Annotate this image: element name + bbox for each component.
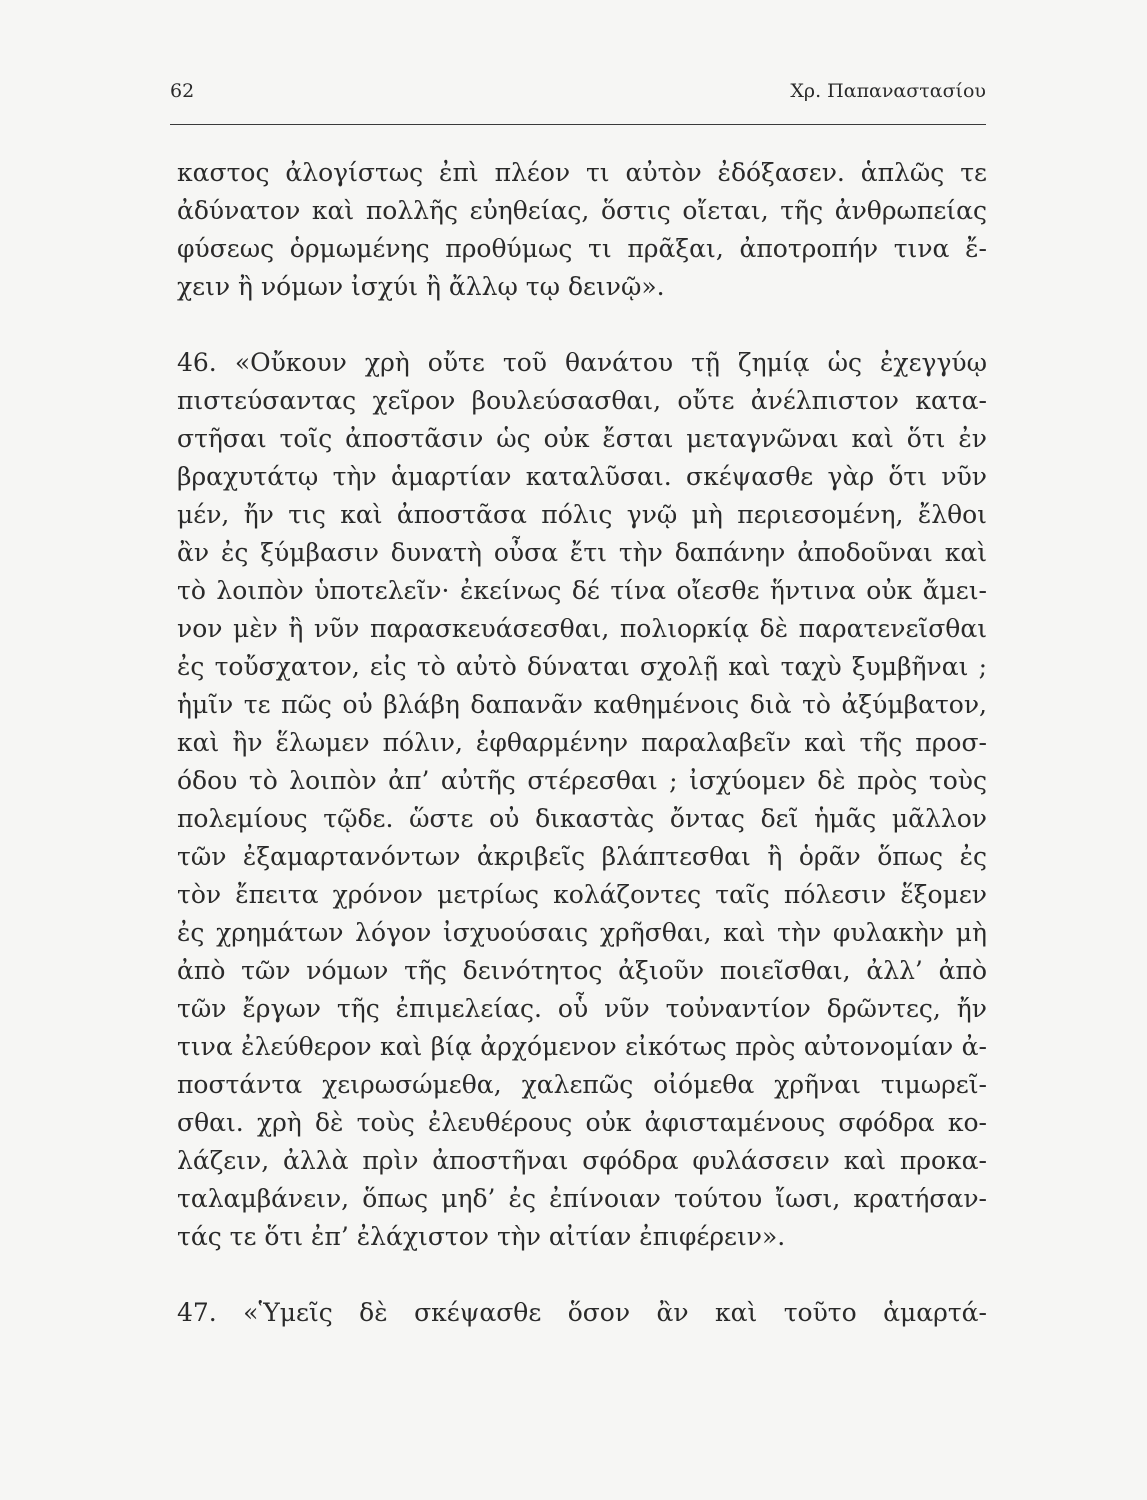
text-line: πολεμίους τῷδε. ὥστε οὐ δικαστὰς ὄντας δεῖ ἡμᾶς μᾶλλον: [177, 804, 987, 833]
text-line: ἐς χρημάτων λόγον ἰσχυούσαις χρῆσθαι, καὶ τὴν φυλακὴν μὴ: [177, 918, 987, 947]
page-number: 62: [170, 80, 195, 102]
text-line: λάζειν, ἀλλὰ πρὶν ἀποστῆναι σφόδρα φυλάσσειν καὶ προκα-: [177, 1146, 987, 1175]
paragraph-2: [177, 344, 987, 1256]
text-line: ἀδύνατον καὶ πολλῆς εὐηθείας, ὅστις οἴεται, τῆς ἀνθρωπείας: [177, 196, 987, 225]
paragraph-gap: [177, 306, 987, 344]
text-line: ποστάντα χειρωσώμεθα, χαλεπῶς οἰόμεθα χρῆναι τιμωρεῖ-: [177, 1070, 987, 1099]
paragraph-gap: [177, 1256, 987, 1294]
text-line: μέν, ἤν τις καὶ ἀποστᾶσα πόλις γνῷ μὴ περιεσομένη, ἔλθοι: [177, 500, 987, 529]
running-head: Χρ. Παπαναστασίου: [790, 80, 986, 102]
text-line: φύσεως ὁρμωμένης προθύμως τι πρᾶξαι, ἀποτροπήν τινα ἔ-: [177, 234, 987, 263]
text-line: τινα ἐλεύθερον καὶ βίᾳ ἀρχόμενον εἰκότως πρὸς αὐτονομίαν ἀ-: [177, 1032, 987, 1061]
text-line: ἐς τοὔσχατον, εἰς τὸ αὐτὸ δύναται σχολῇ καὶ ταχὺ ξυμβῆναι ;: [177, 652, 987, 681]
text-line: 47. «Ὑμεῖς δὲ σκέψασθε ὅσον ἂν καὶ τοῦτο ἁμαρτά-: [177, 1298, 987, 1327]
paragraph-1: [177, 154, 987, 306]
text-line: τῶν ἔργων τῆς ἐπιμελείας. οὗ νῦν τοὐναντίον δρῶντες, ἤν: [177, 994, 987, 1023]
page-header: [170, 80, 986, 116]
text-line: χειν ἢ νόμων ἰσχύι ἢ ἄλλῳ τῳ δεινῷ».: [177, 272, 665, 301]
text-line: βραχυτάτῳ τὴν ἁμαρτίαν καταλῦσαι. σκέψασθε γὰρ ὅτι νῦν: [177, 462, 987, 491]
text-line: νον μὲν ἢ νῦν παρασκευάσεσθαι, πολιορκίᾳ δὲ παρατενεῖσθαι: [177, 614, 987, 643]
header-rule: [170, 124, 986, 125]
text-line: τὸν ἔπειτα χρόνον μετρίως κολάζοντες ταῖς πόλεσιν ἕξομεν: [177, 880, 987, 909]
text-line: καὶ ἢν ἕλωμεν πόλιν, ἐφθαρμένην παραλαβεῖν καὶ τῆς προσ-: [177, 728, 987, 757]
paragraph-3: [177, 1294, 987, 1332]
text-line: στῆσαι τοῖς ἀποστᾶσιν ὡς οὐκ ἔσται μεταγνῶναι καὶ ὅτι ἐν: [177, 424, 987, 453]
text-line: τὸ λοιπὸν ὑποτελεῖν· ἐκείνως δέ τίνα οἴεσθε ἥντινα οὐκ ἄμει-: [177, 576, 987, 605]
text-line: ἀπὸ τῶν νόμων τῆς δεινότητος ἀξιοῦν ποιεῖσθαι, ἀλλ’ ἀπὸ: [177, 956, 987, 985]
text-line: 46. «Οὔκουν χρὴ οὔτε τοῦ θανάτου τῇ ζημίᾳ ὡς ἐχεγγύῳ: [177, 348, 987, 377]
text-line: όδου τὸ λοιπὸν ἀπ’ αὐτῆς στέρεσθαι ; ἰσχύομεν δὲ πρὸς τοὺς: [177, 766, 987, 795]
text-line: σθαι. χρὴ δὲ τοὺς ἐλευθέρους οὐκ ἀφισταμένους σφόδρα κο-: [177, 1108, 987, 1137]
text-line: πιστεύσαντας χεῖρον βουλεύσασθαι, οὔτε ἀνέλπιστον κατα-: [177, 386, 987, 415]
text-line: τάς τε ὅτι ἐπ’ ἐλάχιστον τὴν αἰτίαν ἐπιφέρειν».: [177, 1222, 786, 1251]
text-line: ἂν ἐς ξύμβασιν δυνατὴ οὖσα ἔτι τὴν δαπάνην ἀποδοῦναι καὶ: [177, 538, 987, 567]
text-line: ταλαμβάνειν, ὅπως μηδ’ ἐς ἐπίνοιαν τούτου ἴωσι, κρατήσαν-: [177, 1184, 987, 1213]
text-line: καστος ἀλογίστως ἐπὶ πλέον τι αὐτὸν ἐδόξασεν. ἁπλῶς τε: [177, 158, 987, 187]
body-text: [177, 154, 987, 1332]
text-line: ἡμῖν τε πῶς οὐ βλάβη δαπανᾶν καθημένοις διὰ τὸ ἀξύμβατον,: [177, 690, 987, 719]
text-line: τῶν ἐξαμαρτανόντων ἀκριβεῖς βλάπτεσθαι ἢ ὁρᾶν ὅπως ἐς: [177, 842, 987, 871]
